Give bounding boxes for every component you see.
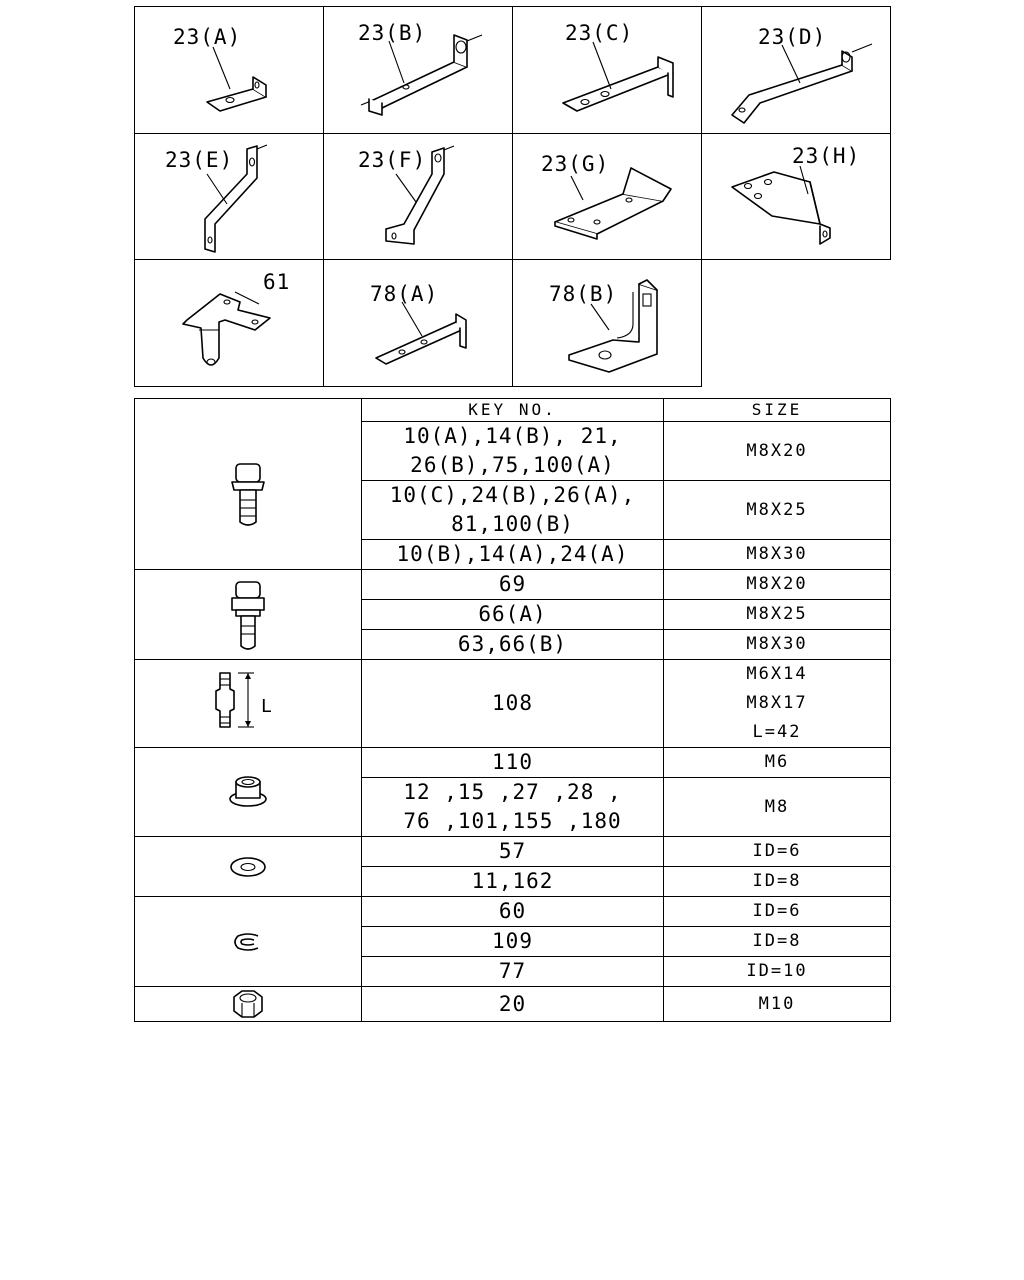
snap-ring-icon: [228, 930, 268, 954]
key-no-text: 11,162: [471, 869, 554, 893]
flange-bolt-icon: [228, 460, 268, 530]
fastener-icon-cell: [135, 660, 362, 748]
key-no-text: 109: [492, 929, 533, 953]
size-cell: [664, 867, 891, 897]
size-cell: [664, 422, 891, 481]
size-cell: [664, 987, 891, 1022]
fastener-icon-cell: [135, 570, 362, 660]
part-cell-23c: [512, 6, 702, 134]
flat-washer-icon: [228, 855, 268, 879]
bracket-illustration-grid: [134, 6, 890, 385]
key-no-text: 10(B),14(A),24(A): [396, 542, 629, 566]
part-label: 78(A): [370, 282, 439, 306]
key-no-cell: [362, 630, 664, 660]
key-no-cell: [362, 957, 664, 987]
part-cell-23h: [701, 133, 891, 261]
key-no-cell: [362, 481, 664, 540]
size-text: M10: [758, 993, 796, 1014]
key-no-text: 110: [492, 750, 533, 774]
part-cell-78b: [512, 259, 702, 387]
hook-bracket-icon: [513, 260, 702, 387]
size-text: L=42: [752, 722, 802, 742]
size-cell: [664, 778, 891, 837]
table-row: [135, 570, 891, 600]
key-no-cell: [362, 540, 664, 570]
long-angle-bracket-icon: [324, 260, 513, 387]
key-no-cell: [362, 867, 664, 897]
part-cell-78a: [323, 259, 513, 387]
key-no-text: 76 ,101,155 ,180: [403, 809, 622, 833]
fastener-icon-cell: [135, 422, 362, 570]
key-no-text: 69: [498, 572, 527, 596]
table-row: [135, 987, 891, 1022]
size-cell: [664, 600, 891, 630]
fastener-spec-table: [134, 398, 891, 1022]
fastener-icon-cell: [135, 748, 362, 837]
size-cell: [664, 570, 891, 600]
table-row: [135, 837, 891, 867]
key-no-text: 10(C),24(B),26(A),: [389, 483, 636, 507]
size-cell: [664, 837, 891, 867]
size-cell: [664, 660, 891, 748]
fastener-icon-cell: [135, 837, 362, 897]
size-text: M8X20: [746, 574, 808, 594]
size-text: ID=10: [746, 961, 808, 981]
t-bracket-icon: [135, 260, 324, 387]
part-cell-23f: [323, 133, 513, 261]
size-cell: [664, 481, 891, 540]
key-no-text: 12 ,15 ,27 ,28 ,: [403, 780, 622, 804]
part-label: 23(D): [758, 25, 827, 49]
part-label: 23(H): [792, 143, 861, 168]
fastener-icon-cell: [135, 987, 362, 1022]
part-cell-23g: [512, 133, 702, 261]
table-row: [135, 660, 891, 748]
part-cell-61: [134, 259, 324, 387]
fastener-icon-cell: [135, 897, 362, 987]
key-no-cell: [362, 748, 664, 778]
size-text: ID=6: [752, 901, 802, 921]
size-text: M8X30: [746, 634, 808, 654]
part-cell-23d: [701, 6, 891, 134]
table-row: [135, 748, 891, 778]
key-no-text: 108: [492, 691, 533, 715]
table-header-row: [135, 399, 891, 422]
part-label: 23(G): [541, 151, 610, 176]
key-no-cell: [362, 897, 664, 927]
key-no-cell: [362, 778, 664, 837]
table-row: [135, 422, 891, 481]
key-no-text: 63,66(B): [457, 632, 568, 656]
part-label: 78(B): [549, 282, 618, 306]
bolt-with-washer-icon: [228, 580, 268, 650]
size-text: M8X25: [746, 499, 808, 520]
size-text: M8X30: [746, 544, 808, 564]
flange-nut-icon: [228, 772, 268, 812]
key-no-text: 66(A): [478, 602, 547, 626]
size-cell: [664, 540, 891, 570]
size-text: ID=6: [752, 841, 802, 861]
key-no-cell: [362, 660, 664, 748]
size-cell: [664, 927, 891, 957]
size-text: ID=8: [752, 871, 802, 891]
key-no-text: 77: [498, 959, 527, 983]
key-no-text: 57: [498, 839, 527, 863]
size-cell: [664, 630, 891, 660]
size-cell: [664, 897, 891, 927]
key-no-cell: [362, 987, 664, 1022]
size-cell: [664, 957, 891, 987]
size-text: M8X20: [746, 440, 808, 461]
key-no-text: 20: [498, 991, 527, 1016]
stud-bolt-icon: [208, 669, 288, 739]
part-label: 23(B): [358, 21, 427, 45]
hex-nut-icon: [228, 987, 268, 1021]
part-label: 23(C): [565, 21, 634, 45]
size-header: SIZE: [664, 399, 891, 422]
key-no-text: 26(B),75,100(A): [410, 453, 615, 477]
size-text: M6: [764, 752, 790, 772]
key-no-cell: [362, 570, 664, 600]
part-label: 23(A): [173, 25, 242, 49]
part-cell-23a: [134, 6, 324, 134]
size-text: ID=8: [752, 931, 802, 951]
part-label: 23(F): [358, 147, 427, 172]
key-no-text: 60: [498, 899, 527, 923]
size-text: M8: [764, 796, 790, 817]
key-no-cell: [362, 422, 664, 481]
key-no-text: 81,100(B): [451, 512, 574, 536]
size-text: M6X14: [746, 664, 808, 684]
key-no-header: KEY NO.: [362, 399, 664, 422]
dimension-label: L: [261, 696, 273, 717]
part-cell-23e: [134, 133, 324, 261]
size-text: M8X25: [746, 604, 808, 624]
key-no-cell: [362, 927, 664, 957]
table-row: [135, 897, 891, 927]
part-cell-23b: [323, 6, 513, 134]
key-no-cell: [362, 837, 664, 867]
part-label: 23(E): [165, 147, 234, 172]
key-no-cell: [362, 600, 664, 630]
key-no-text: 10(A),14(B), 21,: [403, 424, 622, 448]
size-cell: [664, 748, 891, 778]
part-label: 61: [263, 270, 291, 294]
size-text: M8X17: [746, 693, 808, 713]
icon-header-cell: [135, 399, 362, 422]
